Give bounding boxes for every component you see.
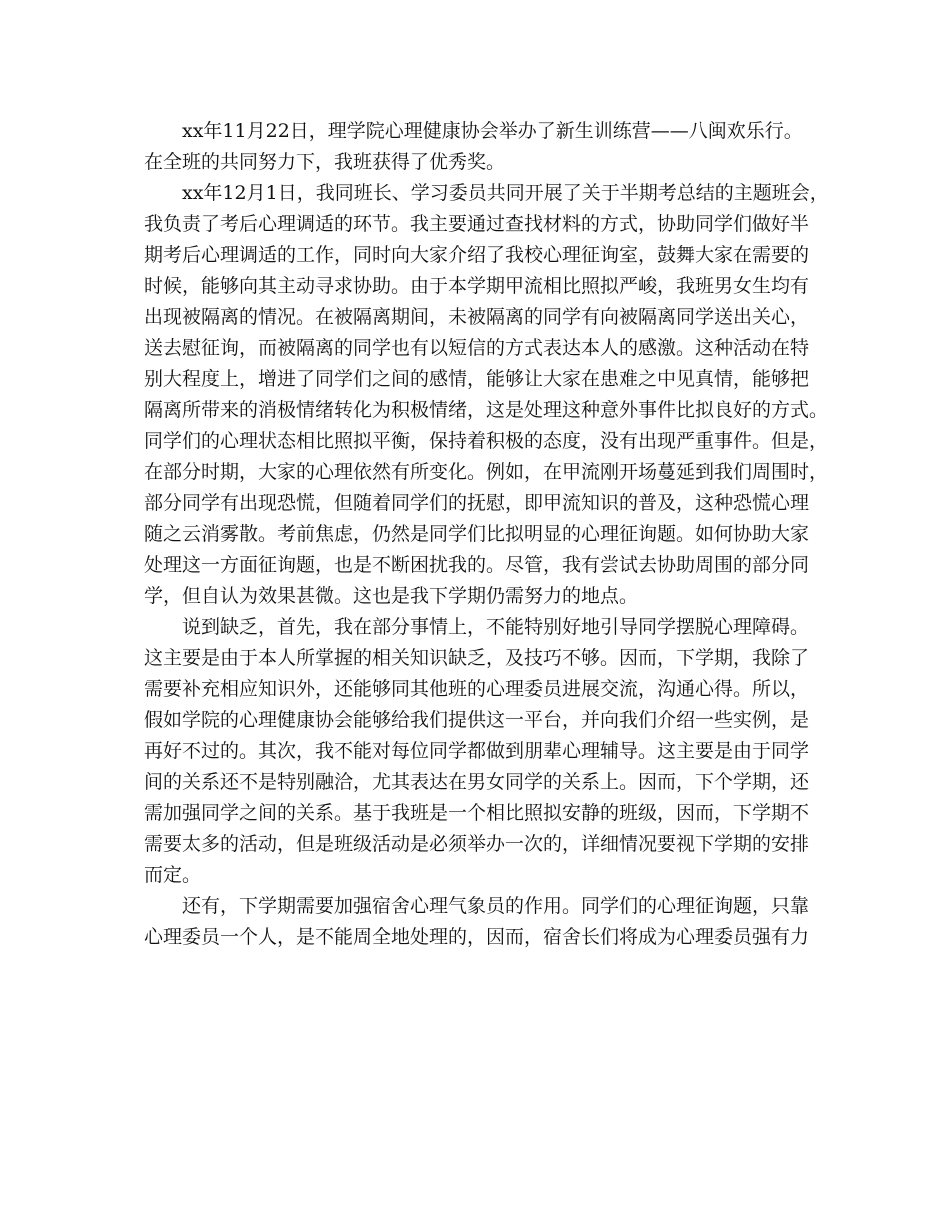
text-line: xx年11月22日，理学院心理健康协会举办了新生训练营——八闽欢乐行。 <box>182 120 803 142</box>
text-line: 同学们的心理状态相比照拟平衡，保持着积极的态度，没有出现严重事件。但是， <box>144 429 829 452</box>
text-line: 在全班的共同努力下，我班获得了优秀奖。 <box>144 150 506 173</box>
text-line: 假如学院的心理健康协会能够给我们提供这一平台，并向我们介绍一些实例，是 <box>144 708 810 731</box>
text-line: 再好不过的。其次，我不能对每位同学都做到朋辈心理辅导。这主要是由于同学 <box>144 739 810 762</box>
text-line: 出现被隔离的情况。在被隔离期间，未被隔离的同学有向被隔离同学送出关心， <box>144 305 810 328</box>
text-line: xx年12月1日，我同班长、学习委员共同开展了关于半期考总结的主题班会， <box>182 181 829 204</box>
text-line: 而定。 <box>144 863 202 886</box>
text-line: 这主要是由于本人所掌握的相关知识缺乏，及技巧不够。因而，下学期，我除了 <box>144 646 810 669</box>
text-line: 学，但自认为效果甚微。这也是我下学期仍需努力的地点。 <box>144 584 639 607</box>
text-line: 需要补充相应知识外，还能够同其他班的心理委员进展交流，沟通心得。所以， <box>144 677 810 700</box>
text-line: 我负责了考后心理调适的环节。我主要通过查找材料的方式，协助同学们做好半 <box>144 212 810 235</box>
text-line: 别大程度上，增进了同学们之间的感情，能够让大家在患难之中见真情，能够把 <box>144 367 810 390</box>
text-line: 处理这一方面征询题，也是不断困扰我的。尽管，我有尝试去协助周围的部分同 <box>144 553 810 576</box>
text-line: 部分同学有出现恐慌，但随着同学们的抚慰，即甲流知识的普及，这种恐慌心理 <box>144 491 810 514</box>
document-body <box>144 116 829 953</box>
text-line: 送去慰征询，而被隔离的同学也有以短信的方式表达本人的感激。这种活动在特 <box>144 336 810 359</box>
text-line: 随之云消雾散。考前焦虑，仍然是同学们比拟明显的心理征询题。如何协助大家 <box>144 522 810 545</box>
text-line: 期考后心理调适的工作，同时向大家介绍了我校心理征询室，鼓舞大家在需要的 <box>144 243 810 266</box>
text-line: 间的关系还不是特别融洽，尤其表达在男女同学的关系上。因而，下个学期，还 <box>144 770 810 793</box>
text-line: 说到缺乏，首先，我在部分事情上，不能特别好地引导同学摆脱心理障碍。 <box>182 615 810 638</box>
text-line: 需加强同学之间的关系。基于我班是一个相比照拟安静的班级，因而，下学期不 <box>144 801 810 824</box>
text-line: 在部分时期，大家的心理依然有所变化。例如，在甲流刚开场蔓延到我们周围时， <box>144 460 829 483</box>
text-line: 需要太多的活动，但是班级活动是必须举办一次的，详细情况要视下学期的安排 <box>144 832 810 855</box>
text-line: 隔离所带来的消极情绪转化为积极情绪，这是处理这种意外事件比拟良好的方式。 <box>144 398 829 421</box>
text-line: 还有，下学期需要加强宿舍心理气象员的作用。同学们的心理征询题，只靠 <box>182 894 810 917</box>
text-line: 心理委员一个人，是不能周全地处理的，因而，宿舍长们将成为心理委员强有力 <box>144 925 810 948</box>
text-line: 时候，能够向其主动寻求协助。由于本学期甲流相比照拟严峻，我班男女生均有 <box>144 274 810 297</box>
